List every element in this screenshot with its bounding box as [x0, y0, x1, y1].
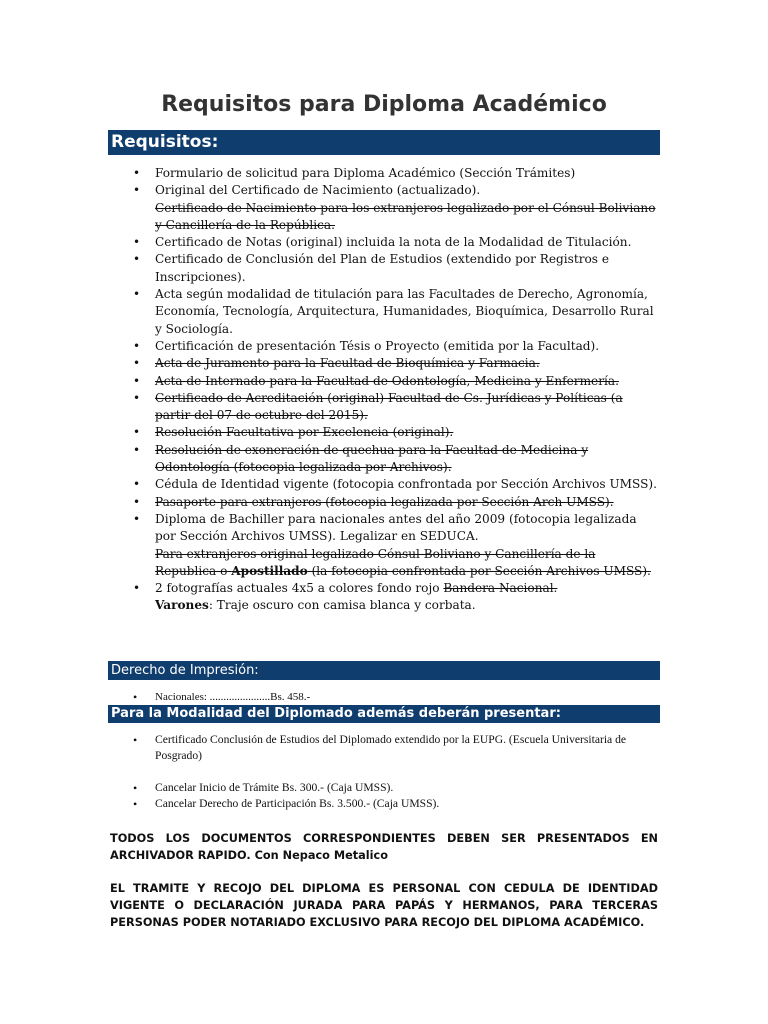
list-item [155, 494, 660, 511]
section-header-requisitos: Requisitos: [108, 130, 660, 155]
list-item [155, 580, 660, 615]
item-text: Cancelar Derecho de Participación Bs. 3.500.- (Caja UMSS). [155, 797, 440, 810]
item-text-struck: Certificado de Acreditación (original) Facultad de Cs. Jurídicas y Políticas (a partir del 07 de octubre del 2015). [155, 390, 623, 423]
diplomado-list [155, 732, 660, 764]
derecho-list [155, 689, 660, 705]
item-text: Certificado de Conclusión del Plan de Estudios (extendido por Registros e Inscripciones). [155, 252, 609, 284]
item-text: Certificado de Notas (original) incluida la nota de la Modalidad de Titulación. [155, 235, 632, 250]
item-text-struck: Bandera Nacional. [443, 581, 558, 596]
list-item [155, 511, 660, 580]
item-text: Certificación de presentación Tésis o Proyecto (emitida por la Facultad). [155, 338, 600, 353]
list-item [155, 390, 660, 425]
item-text: • Original del Certificado de Nacimiento (actualizado). [155, 183, 481, 198]
item-text-part: 2 fotografías actuales 4x5 a colores fondo rojo [155, 581, 440, 596]
item-text: Cédula de Identidad vigente (fotocopia confrontada por Sección Archivos UMSS). [155, 477, 657, 492]
item-text-line [155, 597, 660, 614]
item-text-struck: Resolución de exoneración de quechua para la Facultad de Medicina y Odontología (fotocopia legalizada por Archivos). [155, 442, 589, 475]
item-text-struck: Acta de Juramento para la Facultad de Bioquímica y Farmacia. [155, 356, 540, 371]
item-text-line [155, 580, 660, 597]
list-item [155, 251, 660, 286]
list-item [155, 476, 660, 493]
item-text-part: (la fotocopia confrontada por Sección Archivos UMSS). [311, 563, 651, 578]
item-text: Nacionales: ......................Bs. 458.- [155, 691, 311, 703]
list-item [155, 355, 660, 372]
item-text: Acta según modalidad de titulación para las Facultades de Derecho, Agronomía, Economía, Tecnología, Arquitectura, Humanidades, Bioquímica, Desarrollo Rural y Sociología. [155, 287, 654, 336]
item-text-struck: Acta de Internado para la Facultad de Odontología, Medicina y Enfermería. [155, 373, 619, 388]
diplomado-payments-list [155, 780, 660, 812]
note-tramite-personal: EL TRAMITE Y RECOJO DEL DIPLOMA ES PERSONAL CON CEDULA DE IDENTIDAD VIGENTE O DECLARACIÓN JURADA PARA PAPÁS Y HERMANOS, PARA TERCERAS PERSONAS PODER NOTARIADO EXCLUSIVO PARA RECOJO DEL DIPLOMA ACADÉMICO. [110, 882, 658, 929]
page-title: Requisitos para Diploma Académico [161, 92, 607, 117]
list-item [155, 780, 660, 796]
item-text-part: Para extranjeros original legalizado Cónsul Boliviano y Cancillería de la Republica o [155, 546, 596, 578]
item-text-struck: Certificado de Nacimiento para los extranjeros legalizado por el Cónsul Boliviano y Cancillería de la República. [155, 200, 656, 232]
item-text: Cancelar Inicio de Trámite Bs. 300.- (Caja UMSS). [155, 781, 394, 794]
item-text-bold: Apostillado [231, 563, 308, 578]
list-item [155, 689, 660, 705]
note-archivador: TODOS LOS DOCUMENTOS CORRESPONDIENTES DEBEN SER PRESENTADOS EN ARCHIVADOR RAPIDO. Con Nepaco Metalico [110, 832, 658, 862]
list-item [155, 165, 660, 182]
requisitos-list [155, 165, 660, 615]
item-text-part: : Traje oscuro con camisa blanca y corbata. [208, 598, 476, 613]
list-item [155, 373, 660, 390]
item-text-struck: Pasaporte para extranjeros (fotocopia legalizada por Sección Arch UMSS). [155, 494, 614, 509]
item-text: Formulario de solicitud para Diploma Académico (Sección Trámites) [155, 166, 576, 180]
list-item [155, 182, 660, 234]
section-header-derecho: Derecho de Impresión: [108, 661, 660, 680]
item-text-bold: Varones [155, 598, 209, 613]
list-item [155, 796, 660, 812]
list-item [155, 338, 660, 355]
section-header-diplomado: Para la Modalidad del Diplomado además deberán presentar: [108, 705, 660, 723]
item-text-struck: Resolución Facultativa por Excelencia (original). [155, 425, 454, 440]
item-text: • Diploma de Bachiller para nacionales antes del año 2009 (fotocopia legalizada por Sección Archivos UMSS). Legalizar en SEDUCA. [155, 511, 637, 544]
list-item [155, 442, 660, 477]
item-text: Certificado Conclusión de Estudios del Diplomado extendido por la EUPG. (Escuela Universitaria de Posgrado) [155, 733, 627, 762]
item-text-struck [155, 546, 660, 581]
list-item [155, 234, 660, 251]
list-item [155, 424, 660, 441]
list-item [155, 286, 660, 338]
list-item [155, 732, 660, 764]
